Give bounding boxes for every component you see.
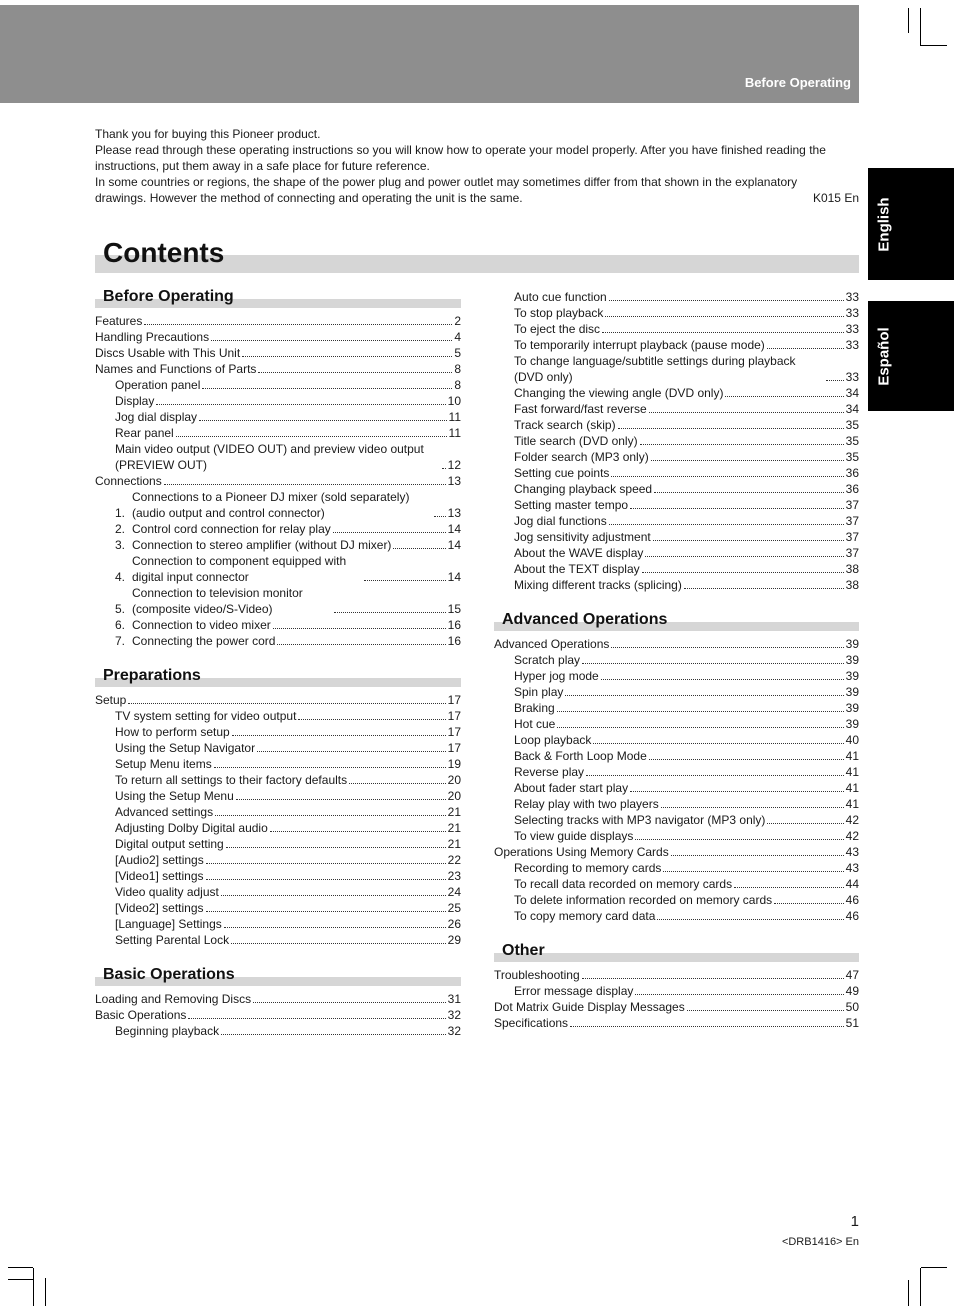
toc-entry-text: Jog dial display <box>115 410 198 424</box>
toc-entry-text: About fader start play <box>514 781 629 795</box>
toc-entry-text: Digital output setting <box>115 837 224 851</box>
toc-entry-page: 31 <box>447 992 461 1006</box>
toc-entry-page: 21 <box>447 837 461 851</box>
toc-entry-page: 29 <box>447 933 461 947</box>
toc-entry-page: 12 <box>447 458 461 472</box>
toc-entry[interactable] <box>494 876 859 892</box>
toc-entry-text: Connection to video mixer <box>132 618 271 632</box>
toc-entry-page: 4 <box>454 330 461 344</box>
toc-entry-number: 1. <box>115 506 126 520</box>
toc-entry[interactable] <box>95 991 461 1007</box>
toc-entry-page: 51 <box>845 1016 859 1030</box>
toc-entry-page: 33 <box>845 338 859 352</box>
toc-entry-text: Connections to a Pioneer DJ mixer (sold separately) (audio output and control connector) <box>132 490 410 520</box>
toc-entry-text: Features <box>95 314 143 328</box>
toc-entry-text: To view guide displays <box>514 829 634 843</box>
toc-entry-page: 21 <box>447 821 461 835</box>
toc-entry-page: 39 <box>845 717 859 731</box>
toc-entry-text: Connection to component equipped with digital input connector <box>132 554 347 584</box>
toc-entry-page: 47 <box>845 968 859 982</box>
toc-entry[interactable] <box>494 748 859 764</box>
toc-entry-page: 32 <box>447 1024 461 1038</box>
toc-entry-text: Fast forward/fast reverse <box>514 402 647 416</box>
toc-entry-page: 24 <box>447 885 461 899</box>
toc-entry-number: 6. <box>115 618 126 632</box>
toc-entry-page: 13 <box>447 474 461 488</box>
section-heading <box>494 941 859 963</box>
toc-entry[interactable] <box>95 900 461 916</box>
toc-entry-text: Jog dial functions <box>514 514 607 528</box>
toc-entry-text: Dot Matrix Guide Display Messages <box>494 1000 685 1014</box>
toc-entry[interactable] <box>494 529 859 545</box>
toc-entry-text: Title search (DVD only) <box>514 434 638 448</box>
toc-entry[interactable] <box>494 668 859 684</box>
toc-entry-text: Advanced settings <box>115 805 214 819</box>
toc-entry[interactable] <box>494 417 859 433</box>
toc-entry[interactable] <box>95 409 461 425</box>
toc-entry[interactable] <box>95 852 461 868</box>
toc-entry-page: 34 <box>845 386 859 400</box>
toc-entry-text: Relay play with two players <box>514 797 659 811</box>
toc-entry[interactable] <box>95 756 461 772</box>
toc-entry-number: 5. <box>115 602 126 616</box>
crop-mark <box>920 1268 921 1306</box>
crop-mark <box>8 1279 33 1280</box>
toc-entry-page: 11 <box>448 426 461 440</box>
toc-entry-text: Loading and Removing Discs <box>95 992 252 1006</box>
toc-entry-text: Spin play <box>514 685 564 699</box>
section-heading-text: Basic Operations <box>103 966 235 983</box>
toc-entry-page: 34 <box>845 402 859 416</box>
toc-entry[interactable] <box>95 537 461 553</box>
toc-entry[interactable] <box>494 652 859 668</box>
toc-entry-text: Specifications <box>494 1016 569 1030</box>
toc-entry-page: 17 <box>447 709 461 723</box>
toc-entry-text: Adjusting Dolby Digital audio <box>115 821 268 835</box>
toc-entry[interactable] <box>95 441 461 473</box>
toc-entry[interactable] <box>95 489 461 521</box>
toc-entry-text: Connection to stereo amplifier (without DJ mixer) <box>132 538 392 552</box>
toc-entry[interactable] <box>494 828 859 844</box>
toc-entry[interactable] <box>494 716 859 732</box>
crop-mark <box>921 1267 947 1268</box>
intro-line: In some countries or regions, the shape of the power plug and power outlet may sometimes differ from that shown in the explanatory <box>95 175 798 189</box>
toc-entry-number: 3. <box>115 538 126 552</box>
toc-entry-page: 38 <box>845 562 859 576</box>
toc-entry-text: Mixing different tracks (splicing) <box>514 578 682 592</box>
toc-entry[interactable] <box>494 401 859 417</box>
toc-entry-text: [Language] Settings <box>115 917 222 931</box>
toc-entry[interactable] <box>95 329 461 345</box>
toc-entry[interactable] <box>95 473 461 489</box>
section-heading <box>95 666 461 688</box>
toc-entry-text: Setup <box>95 693 127 707</box>
toc-entry-page: 17 <box>447 725 461 739</box>
toc-entry-text: To copy memory card data <box>514 909 656 923</box>
document-code: <DRB1416> En <box>781 1236 859 1248</box>
toc-entry-page: 41 <box>845 765 859 779</box>
intro-text <box>95 126 859 206</box>
toc-entry-text: To return all settings to their factory defaults <box>115 773 348 787</box>
contents-title-block <box>95 233 859 273</box>
toc-entry-page: 42 <box>845 813 859 827</box>
toc-entry-text: Setup Menu items <box>115 757 212 771</box>
toc-entry-text: Operation panel <box>115 378 201 392</box>
toc-entry-text: Operations Using Memory Cards <box>494 845 669 859</box>
toc-entry[interactable] <box>494 353 859 385</box>
toc-entry-page: 17 <box>447 693 461 707</box>
toc-entry-number: 4. <box>115 570 126 584</box>
toc-entry-text: Auto cue function <box>514 290 607 304</box>
toc-entry-text: Discs Usable with This Unit <box>95 346 241 360</box>
toc-entry[interactable] <box>95 772 461 788</box>
toc-entry-page: 37 <box>845 530 859 544</box>
toc-entry[interactable] <box>95 361 461 377</box>
section-heading-text: Before Operating <box>103 288 234 305</box>
toc-entry-page: 44 <box>845 877 859 891</box>
toc-entry-page: 39 <box>845 685 859 699</box>
toc-entry-page: 35 <box>845 450 859 464</box>
toc-entry-page: 43 <box>845 845 859 859</box>
toc-entry-text: Main video output (VIDEO OUT) and preview video output (PREVIEW OUT) <box>115 442 424 472</box>
toc-entry-text: To delete information recorded on memory cards <box>514 893 773 907</box>
toc-entry[interactable] <box>95 393 461 409</box>
toc-entry-page: 2 <box>454 314 461 328</box>
toc-entry-text: Troubleshooting <box>494 968 580 982</box>
toc-entry[interactable] <box>95 916 461 932</box>
toc-entry-page: 22 <box>447 853 461 867</box>
intro-line: drawings. However the method of connecting and operating the unit is the same. <box>95 191 523 205</box>
toc-entry-number: 7. <box>115 634 126 648</box>
toc-entry[interactable] <box>494 700 859 716</box>
toc-entry-page: 17 <box>447 741 461 755</box>
page-number: 1 <box>850 1213 859 1230</box>
toc-entry-page: 39 <box>845 637 859 651</box>
toc-entry[interactable] <box>95 932 461 948</box>
toc-entry[interactable] <box>494 844 859 860</box>
toc-entry-page: 39 <box>845 653 859 667</box>
toc-entry[interactable] <box>494 337 859 353</box>
toc-entry-page: 26 <box>447 917 461 931</box>
toc-entry[interactable] <box>95 820 461 836</box>
toc-entry[interactable] <box>494 764 859 780</box>
toc-entry-page: 14 <box>447 570 461 584</box>
toc-entry[interactable] <box>494 385 859 401</box>
toc-entry[interactable] <box>494 796 859 812</box>
toc-entry[interactable] <box>494 545 859 561</box>
toc-entry-page: 38 <box>845 578 859 592</box>
toc-entry-page: 33 <box>845 370 859 384</box>
toc-entry[interactable] <box>494 684 859 700</box>
toc-entry[interactable] <box>95 521 461 537</box>
toc-entry[interactable] <box>95 377 461 393</box>
toc-entry[interactable] <box>494 305 859 321</box>
toc-entry-text: Changing playback speed <box>514 482 653 496</box>
toc-entry[interactable] <box>95 425 461 441</box>
toc-entry-page: 16 <box>447 618 461 632</box>
toc-entry-page: 37 <box>845 546 859 560</box>
toc-entry[interactable] <box>494 812 859 828</box>
toc-entry-text: Changing the viewing angle (DVD only) <box>514 386 724 400</box>
toc-entry-text: Track search (skip) <box>514 418 616 432</box>
crop-mark <box>33 1268 34 1306</box>
toc-entry-text: Folder search (MP3 only) <box>514 450 649 464</box>
crop-mark <box>908 8 909 33</box>
toc-entry-page: 19 <box>447 757 461 771</box>
toc-entry[interactable] <box>494 481 859 497</box>
toc-entry[interactable] <box>494 908 859 924</box>
page-title: Contents <box>103 237 225 268</box>
toc-entry[interactable] <box>494 732 859 748</box>
section-heading-text: Other <box>502 942 545 959</box>
toc-entry-page: 37 <box>845 514 859 528</box>
toc-entry-text: Control cord connection for relay play <box>132 522 331 536</box>
header-band <box>0 5 859 103</box>
toc-entry[interactable] <box>95 884 461 900</box>
toc-entry-page: 25 <box>447 901 461 915</box>
toc-entry[interactable] <box>95 553 461 585</box>
toc-entry-text: How to perform setup <box>115 725 230 739</box>
toc-entry[interactable] <box>494 449 859 465</box>
toc-entry-page: 39 <box>845 701 859 715</box>
toc-entry[interactable] <box>494 780 859 796</box>
toc-entry-page: 14 <box>447 538 461 552</box>
toc-entry-page: 43 <box>845 861 859 875</box>
toc-entry-page: 36 <box>845 482 859 496</box>
toc-entry-page: 37 <box>845 498 859 512</box>
toc-entry-text: To temporarily interrupt playback (pause mode) <box>514 338 765 352</box>
toc-entry-text: Connections <box>95 474 162 488</box>
toc-entry-text: Names and Functions of Parts <box>95 362 257 376</box>
crop-mark <box>908 1280 909 1306</box>
toc-entry[interactable] <box>494 983 859 999</box>
toc-entry-page: 46 <box>845 909 859 923</box>
toc-entry-text: To stop playback <box>514 306 604 320</box>
section-heading <box>95 287 461 309</box>
toc-entry-page: 46 <box>845 893 859 907</box>
toc-entry[interactable] <box>494 321 859 337</box>
toc-entry[interactable] <box>494 433 859 449</box>
toc-entry[interactable] <box>95 740 461 756</box>
toc-entry-page: 33 <box>845 306 859 320</box>
toc-entry[interactable] <box>95 617 461 633</box>
toc-entry-page: 23 <box>447 869 461 883</box>
toc-entry-page: 11 <box>448 410 461 424</box>
toc-entry-page: 35 <box>845 434 859 448</box>
toc-entry[interactable] <box>95 345 461 361</box>
toc-entry[interactable] <box>494 577 859 593</box>
toc-entry-page: 15 <box>447 602 461 616</box>
toc-entry-text: Hot cue <box>514 717 556 731</box>
toc-entry[interactable] <box>494 967 859 983</box>
toc-entry-text: Connection to television monitor (composite video/S-Video) <box>132 586 303 616</box>
toc-entry-page: 41 <box>845 781 859 795</box>
section-heading-text: Preparations <box>103 667 201 684</box>
toc-entry-text: Back & Forth Loop Mode <box>514 749 647 763</box>
toc-entry-text: To eject the disc <box>514 322 601 336</box>
toc-entry-text: Loop playback <box>514 733 592 747</box>
toc-entry-text: Jog sensitivity adjustment <box>514 530 651 544</box>
toc-entry-page: 42 <box>845 829 859 843</box>
toc-entry[interactable] <box>95 836 461 852</box>
crop-mark <box>920 8 921 46</box>
toc-entry-page: 8 <box>454 378 461 392</box>
toc-entry-page: 41 <box>845 749 859 763</box>
toc-entry-text: Setting master tempo <box>514 498 629 512</box>
toc-entry-page: 39 <box>845 669 859 683</box>
toc-entry[interactable] <box>95 313 461 329</box>
toc-entry-text: To change language/subtitle settings during playback (DVD only) <box>514 354 796 384</box>
toc-entry-page: 10 <box>447 394 461 408</box>
toc-entry-text: Rear panel <box>115 426 174 440</box>
toc-entry-text: Advanced Operations <box>494 637 610 651</box>
toc-entry-page: 8 <box>454 362 461 376</box>
toc-entry[interactable] <box>494 289 859 305</box>
toc-entry-page: 50 <box>845 1000 859 1014</box>
toc-entry[interactable] <box>95 804 461 820</box>
toc-entry[interactable] <box>494 636 859 652</box>
toc-entry-page: 20 <box>447 773 461 787</box>
toc-entry-text: About the WAVE display <box>514 546 644 560</box>
toc-entry[interactable] <box>95 633 461 649</box>
toc-entry-page: 20 <box>447 789 461 803</box>
toc-entry-text: Video quality adjust <box>115 885 219 899</box>
toc-entry-text: Scratch play <box>514 653 581 667</box>
toc-entry-text: Connecting the power cord <box>132 634 276 648</box>
toc-entry-page: 16 <box>447 634 461 648</box>
toc-entry-text: Braking <box>514 701 555 715</box>
intro-code: K015 En <box>812 191 859 205</box>
toc-entry[interactable] <box>494 497 859 513</box>
toc-entry[interactable] <box>494 999 859 1015</box>
intro-line: Thank you for buying this Pioneer product. <box>95 127 321 141</box>
crop-mark <box>8 1267 33 1268</box>
intro-line: Please read through these operating instructions so you will know how to operate your model properly. After you have finished reading the instructions, put them away in a safe place for future reference. <box>95 143 826 173</box>
language-tab-label: Español <box>875 326 893 386</box>
toc-entry-text: Hyper jog mode <box>514 669 599 683</box>
toc-entry-page: 14 <box>447 522 461 536</box>
toc-entry[interactable] <box>494 561 859 577</box>
language-tab-english <box>868 168 954 280</box>
toc-entry[interactable] <box>95 708 461 724</box>
toc-entry[interactable] <box>95 692 461 708</box>
toc-entry-text: About the TEXT display <box>514 562 640 576</box>
toc-entry-page: 36 <box>845 466 859 480</box>
toc-entry-page: 33 <box>845 322 859 336</box>
toc-entry-page: 33 <box>845 290 859 304</box>
toc-entry-text: Handling Precautions <box>95 330 210 344</box>
toc-entry-text: Error message display <box>514 984 634 998</box>
toc-entry[interactable] <box>95 868 461 884</box>
section-heading <box>494 610 859 632</box>
toc-entry-page: 41 <box>845 797 859 811</box>
toc-entry-text: Setting cue points <box>514 466 610 480</box>
toc-entry-page: 32 <box>447 1008 461 1022</box>
toc-entry[interactable] <box>95 1023 461 1039</box>
toc-entry-text: Beginning playback <box>115 1024 220 1038</box>
toc-entry[interactable] <box>494 465 859 481</box>
toc-entry-text: To recall data recorded on memory cards <box>514 877 733 891</box>
toc-entry-number: 2. <box>115 522 126 536</box>
toc-entry-text: TV system setting for video output <box>115 709 297 723</box>
toc-entry[interactable] <box>95 1007 461 1023</box>
toc-entry-text: Using the Setup Menu <box>115 789 234 803</box>
toc-entry[interactable] <box>95 585 461 617</box>
toc-entry[interactable] <box>494 860 859 876</box>
section-heading-text: Advanced Operations <box>502 611 668 628</box>
toc-entry-text: [Video1] settings <box>115 869 204 883</box>
toc-entry-text: Reverse play <box>514 765 585 779</box>
toc-entry[interactable] <box>494 513 859 529</box>
toc-entry[interactable] <box>95 788 461 804</box>
toc-entry-text: Using the Setup Navigator <box>115 741 256 755</box>
crop-mark <box>921 45 947 46</box>
crop-mark <box>45 1278 46 1306</box>
section-heading <box>95 965 461 987</box>
toc-left-column <box>95 287 461 1039</box>
toc-entry-page: 13 <box>447 506 461 520</box>
toc-entry-page: 49 <box>845 984 859 998</box>
toc-entry-page: 21 <box>447 805 461 819</box>
toc-entry-page: 5 <box>454 346 461 360</box>
toc-entry-page: 40 <box>845 733 859 747</box>
toc-entry[interactable] <box>494 892 859 908</box>
toc-entry-text: Selecting tracks with MP3 navigator (MP3 only) <box>514 813 766 827</box>
header-section-label: Before Operating <box>744 75 851 90</box>
toc-entry-text: Setting Parental Lock <box>115 933 230 947</box>
toc-entry-text: Recording to memory cards <box>514 861 662 875</box>
toc-entry-page: 35 <box>845 418 859 432</box>
language-tab-espanol <box>868 301 954 411</box>
toc-entry[interactable] <box>95 724 461 740</box>
toc-entry-text: [Audio2] settings <box>115 853 204 867</box>
toc-entry-text: Basic Operations <box>95 1008 187 1022</box>
toc-entry-text: Display <box>115 394 155 408</box>
language-tab-label: English <box>875 196 893 252</box>
toc-entry[interactable] <box>494 1015 859 1031</box>
toc-right-column <box>494 289 859 1031</box>
toc-entry-text: [Video2] settings <box>115 901 204 915</box>
